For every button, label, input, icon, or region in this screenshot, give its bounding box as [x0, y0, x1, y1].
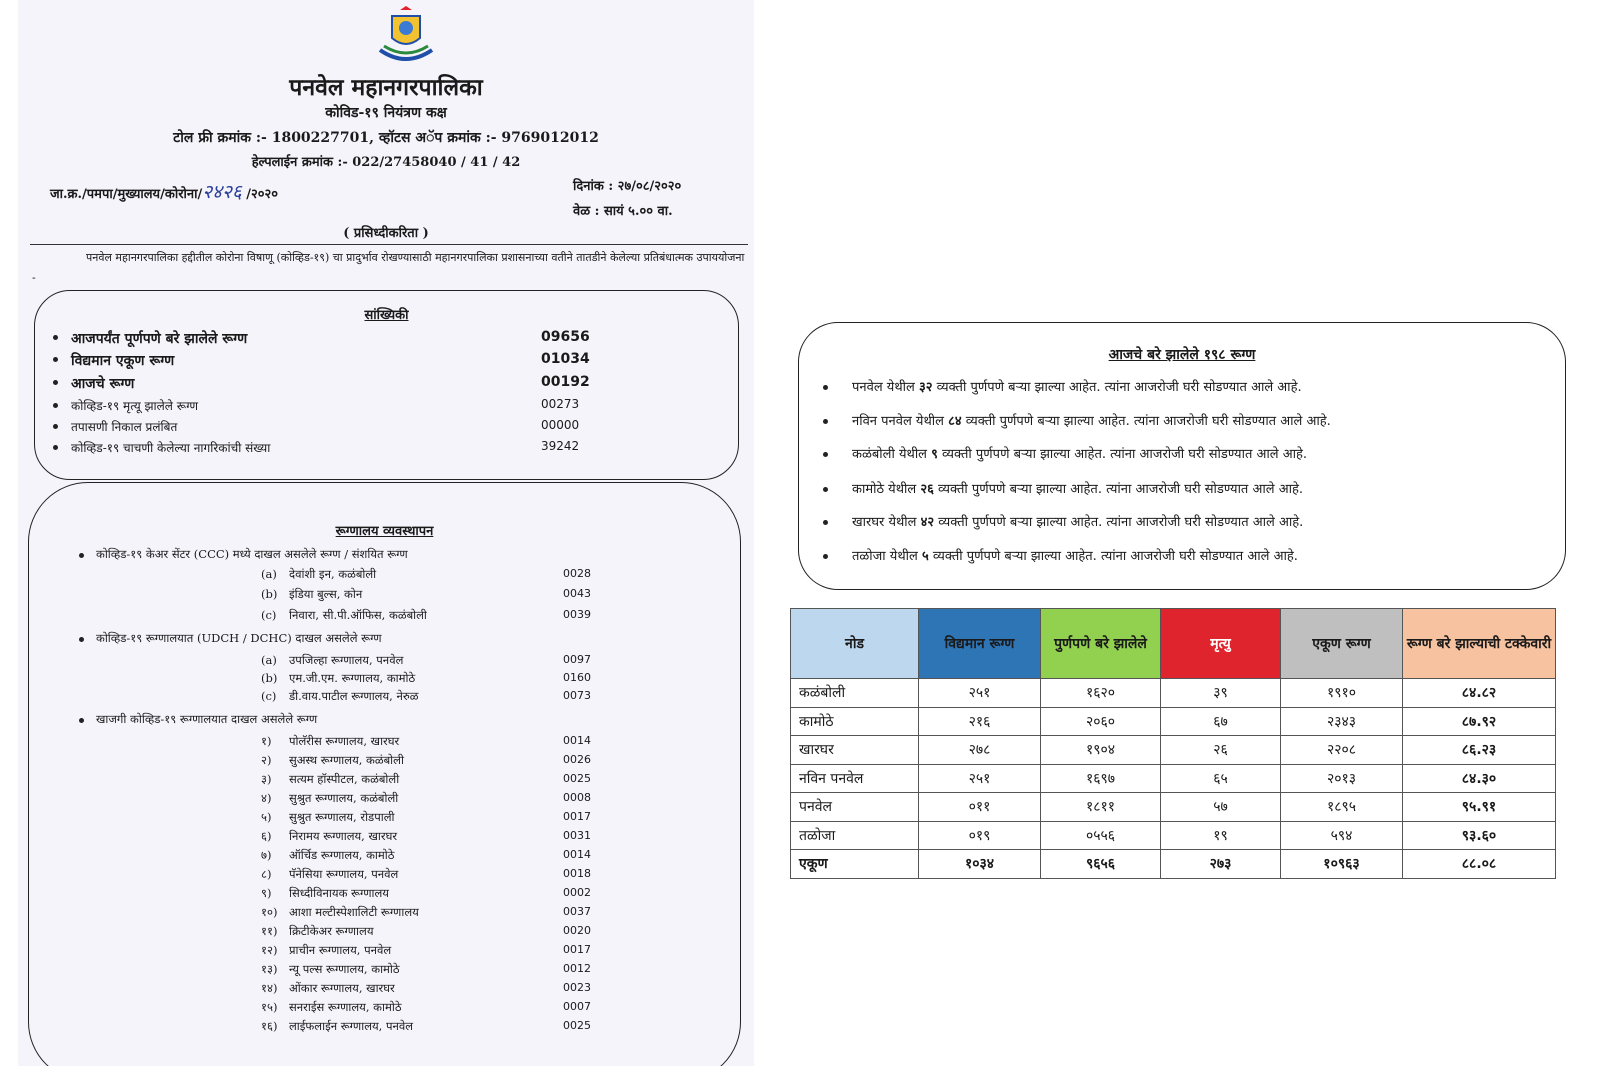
hospital-row: (c) डी.वाय.पाटील रूग्णालय, नेरुळ 0073: [261, 689, 591, 703]
intro-paragraph: पनवेल महानगरपालिका हद्दीतील कोरोना विषाणू (कोव्हिड-१९) चा प्रादुर्भाव रोखण्यासाठी महानगरपालिका प्रशासनाच्या वतीने तातडीने केलेल्या प्रतिबंधात्मक उपाययोजना -: [32, 251, 745, 284]
bullet-icon: [53, 357, 58, 362]
recovered-today-heading: आजचे बरे झालेले १९८ रूग्ण: [1108, 347, 1256, 363]
table-row: तळोजा ०१९ ०५५६ १९ ५९४ ९३.६०: [791, 821, 1556, 850]
publication-note: ( प्रसिध्दीकरिता ): [343, 226, 429, 241]
stat-row: तपासणी निकाल प्रलंबित 00000: [53, 418, 713, 440]
divider: [30, 244, 748, 245]
handwritten-ref-number: २४२६: [202, 181, 242, 203]
stat-row: आजपर्यंत पूर्णपणे बरे झालेले रूग्ण 09656: [53, 329, 713, 351]
header-active: विद्यमान रूग्ण: [919, 609, 1041, 679]
stat-row: आजचे रूग्ण 00192: [53, 374, 713, 396]
hospital-row: १६) लाईफलाईन रूग्णालय, पनवेल 0025: [261, 1019, 591, 1033]
bullet-icon: [53, 335, 58, 340]
hospital-row: १०) आशा मल्टीस्पेशालिटी रूग्णालय 0037: [261, 905, 591, 919]
bullet-icon: [823, 419, 828, 424]
table-row: कामोठे २१६ २०६० ६७ २३४३ ८७.९२: [791, 707, 1556, 736]
hospital-row: १५) सनराईस रूग्णालय, कामोठे 0007: [261, 1000, 591, 1014]
bullet-icon: [79, 718, 84, 723]
recovered-item: कामोठे येथील २६ व्यक्ती पुर्णपणे बऱ्या झाल्या आहेत. त्यांना आजरोजी घरी सोडण्यात आले आहे.: [823, 479, 1523, 497]
hospital-row: ६) निरामय रूग्णालय, खारघर 0031: [261, 829, 591, 843]
recovered-item: तळोजा येथील ५ व्यक्ती पुर्णपणे बऱ्या झाल्या आहेत. त्यांना आजरोजी घरी सोडण्यात आले आहे.: [823, 546, 1523, 564]
hospital-row: ९) सिध्दीविनायक रूग्णालय 0002: [261, 886, 591, 900]
node-summary-page: [788, 302, 1600, 892]
header-total: एकूण रूग्ण: [1281, 609, 1403, 679]
org-name: पनवेल महानगरपालिका: [289, 74, 483, 101]
bullet-icon: [823, 452, 828, 457]
hospital-row: १) पोलॅरीस रूग्णालय, खारघर 0014: [261, 734, 591, 748]
table-total-row: एकूण १०३४ ९६५६ २७३ १०९६३ ८८.०८: [791, 850, 1556, 879]
bullet-icon: [823, 487, 828, 492]
header-recovery-percentage: रूग्ण बरे झाल्याची टक्केवारी: [1403, 609, 1556, 679]
bullet-icon: [53, 424, 58, 429]
hospital-management-box: [28, 482, 741, 1066]
hospital-row: १२) प्राचीन रूग्णालय, पनवेल 0017: [261, 943, 591, 957]
hospital-management-heading: रूग्णालय व्यवस्थापन: [335, 524, 434, 539]
category-label: कोव्हिड-१९ रूग्णालयात (UDCH / DCHC) दाखल असलेले रूग्ण: [79, 631, 382, 646]
table-row: पनवेल ०११ १८११ ५७ १८९५ ९५.९१: [791, 793, 1556, 822]
bullet-icon: [53, 380, 58, 385]
issue-date: दिनांक : २७/०८/२०२०: [573, 179, 682, 194]
table-row: खारघर २७८ १९०४ २६ २२०८ ८६.२३: [791, 736, 1556, 765]
hospital-row: (c) निवारा, सी.पी.ऑफिस, कळंबोली 0039: [261, 608, 591, 622]
stat-row: कोव्हिड-१९ चाचणी केलेल्या नागरिकांची संख्या 39242: [53, 439, 713, 461]
recovered-item: पनवेल येथील ३२ व्यक्ती पुर्णपणे बऱ्या झाल्या आहेत. त्यांना आजरोजी घरी सोडण्यात आले आहे.: [823, 377, 1523, 395]
control-cell-name: कोविड-१९ नियंत्रण कक्ष: [325, 105, 447, 121]
press-release-page: [18, 0, 754, 1066]
hospital-row: ११) क्रिटीकेअर रूग्णालय 0020: [261, 924, 591, 938]
hospital-row: १३) न्यू पल्स रूग्णालय, कामोठे 0012: [261, 962, 591, 976]
recovered-item: खारघर येथील ४२ व्यक्ती पुर्णपणे बऱ्या झाल्या आहेत. त्यांना आजरोजी घरी सोडण्यात आले आहे.: [823, 512, 1523, 530]
recovered-today-box: [798, 322, 1566, 590]
hospital-row: ४) सुश्रुत रूग्णालय, कळंबोली 0008: [261, 791, 591, 805]
hospital-row: ८) पॅनेसिया रूग्णालय, पनवेल 0018: [261, 867, 591, 881]
statistics-box: [34, 290, 739, 480]
header-recovered: पुर्णपणे बरे झालेले: [1041, 609, 1161, 679]
hospital-row: १४) ओंकार रूग्णालय, खारघर 0023: [261, 981, 591, 995]
table-row: नविन पनवेल २५१ १६९७ ६५ २०१३ ८४.३०: [791, 764, 1556, 793]
hospital-row: २) सुअस्थ रूग्णालय, कळंबोली 0026: [261, 753, 591, 767]
contact-numbers: टोल फ्री क्रमांक :- 1800227701, व्हॉटस अॅप क्रमांक :- 9769012012: [173, 130, 599, 146]
hospital-row: (a) उपजिल्हा रूग्णालय, पनवेल 0097: [261, 653, 591, 667]
category-label: कोव्हिड-१९ केअर सेंटर (CCC) मध्ये दाखल असलेले रूग्ण / संशयित रूग्ण: [79, 547, 408, 562]
bullet-icon: [823, 554, 828, 559]
issue-time: वेळ : सायं ५.०० वा.: [573, 204, 673, 219]
bullet-icon: [79, 637, 84, 642]
hospital-row: ५) सुश्रुत रूग्णालय, रोडपाली 0017: [261, 810, 591, 824]
bullet-icon: [53, 403, 58, 408]
bullet-icon: [823, 385, 828, 390]
bullet-icon: [823, 520, 828, 525]
hospital-row: ७) ऑर्चिड रूग्णालय, कामोठे 0014: [261, 848, 591, 862]
stat-row: विद्यमान एकूण रूग्ण 01034: [53, 351, 713, 373]
header-node: नोड: [791, 609, 919, 679]
bullet-icon: [53, 445, 58, 450]
hospital-row: (b) इंडिया बुल्स, कोन 0043: [261, 587, 591, 601]
hospital-row: ३) सत्यम हॉस्पीटल, कळंबोली 0025: [261, 772, 591, 786]
table-row: कळंबोली २५१ १६२० ३९ १९१० ८४.८२: [791, 679, 1556, 708]
stat-row: कोव्हिड-१९ मृत्यू झालेले रूग्ण 00273: [53, 397, 713, 419]
statistics-heading: सांख्यिकी: [364, 308, 409, 323]
municipal-emblem-icon: [370, 6, 442, 68]
node-wise-table: [790, 608, 1556, 879]
hospital-row: (a) देवांशी इन, कळंबोली 0028: [261, 567, 591, 581]
table-header-row: [791, 609, 1556, 679]
recovered-item: नविन पनवेल येथील ८४ व्यक्ती पुर्णपणे बऱ्या झाल्या आहेत. त्यांना आजरोजी घरी सोडण्यात आले आहे.: [823, 411, 1523, 429]
hospital-row: (b) एम.जी.एम. रूग्णालय, कामोठे 0160: [261, 671, 591, 685]
reference-number: जा.क्र./पमपा/मुख्यालय/कोरोना/२४२६ /२०२०: [50, 181, 279, 203]
header-deaths: मृत्यु: [1161, 609, 1281, 679]
helpline-numbers: हेल्पलाईन क्रमांक :- 022/27458040 / 41 / 42: [251, 155, 521, 170]
bullet-icon: [79, 553, 84, 558]
recovered-item: कळंबोली येथील ९ व्यक्ती पुर्णपणे बऱ्या झाल्या आहेत. त्यांना आजरोजी घरी सोडण्यात आले आहे.: [823, 444, 1523, 462]
category-label: खाजगी कोव्हिड-१९ रूग्णालयात दाखल असलेले रूग्ण: [79, 712, 317, 727]
